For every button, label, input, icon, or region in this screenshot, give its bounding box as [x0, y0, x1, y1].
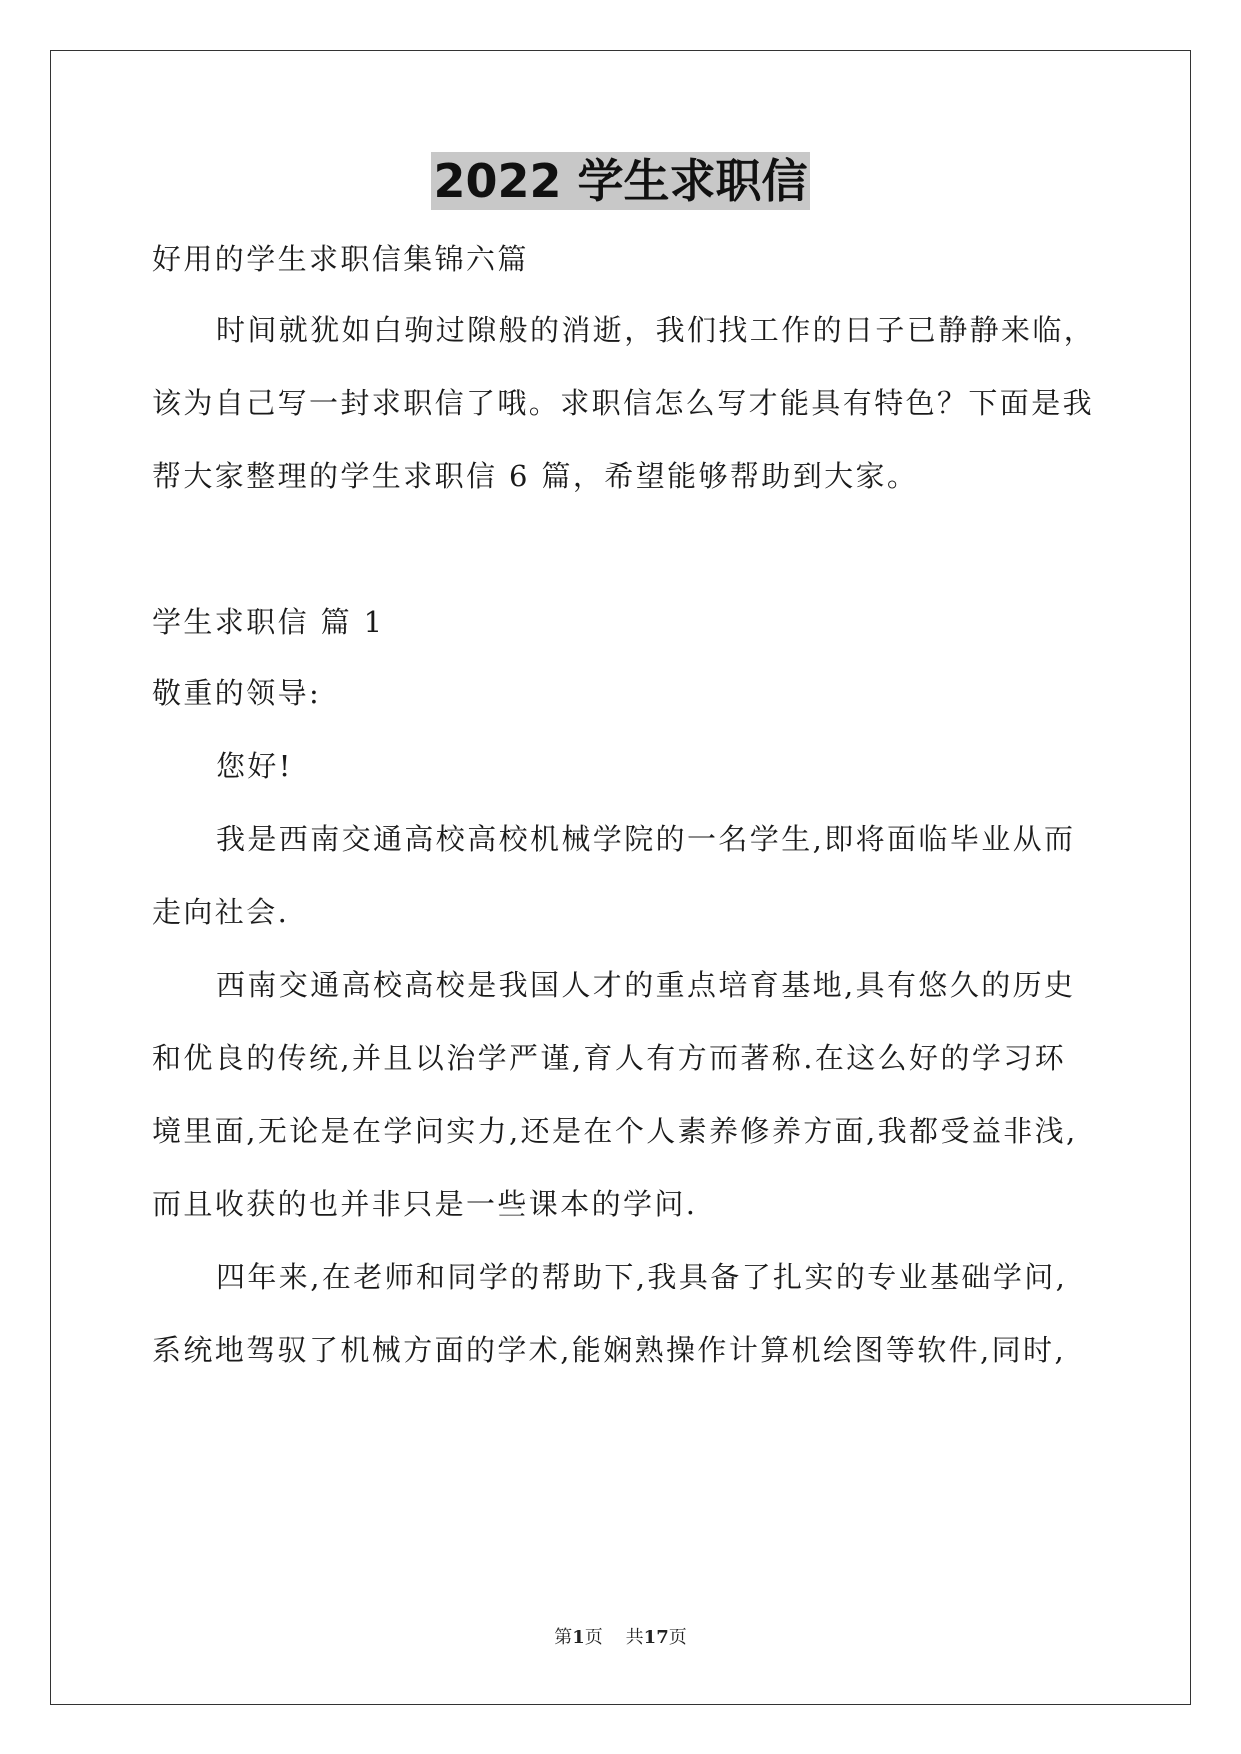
- footer-page-total: 17: [643, 1627, 669, 1648]
- greeting: 您好!: [216, 749, 293, 783]
- section-heading: 学生求职信 篇 1: [152, 605, 385, 639]
- title-container: [0, 152, 1241, 210]
- body-line-2: 走向社会.: [152, 895, 290, 929]
- intro-line-1: 时间就犹如白驹过隙般的消逝，我们找工作的日子已静静来临，: [216, 313, 1096, 347]
- body-line-7: 四年来,在老师和同学的帮助下,我具备了扎实的专业基础学问,: [216, 1260, 1068, 1294]
- footer-page-suffix: 页: [668, 1627, 687, 1648]
- intro-line-2: 该为自己写一封求职信了哦。求职信怎么写才能具有特色？下面是我: [152, 386, 1095, 420]
- body-line-4: 和优良的传统,并且以治学严谨,育人有方而著称.在这么好的学习环: [152, 1041, 1067, 1075]
- footer-page-current: 1: [572, 1627, 585, 1648]
- footer-page-prefix: 第: [554, 1627, 573, 1648]
- page-border: [50, 50, 1191, 1705]
- document-title: 2022 学生求职信: [433, 154, 808, 208]
- document-subtitle: 好用的学生求职信集锦六篇: [152, 242, 529, 276]
- body-line-8: 系统地驾驭了机械方面的学术,能娴熟操作计算机绘图等软件,同时,: [152, 1333, 1067, 1367]
- footer-page-mid: 页 共: [584, 1627, 644, 1648]
- body-line-3: 西南交通高校高校是我国人才的重点培育基地,具有悠久的历史: [216, 968, 1076, 1002]
- body-line-6: 而且收获的也并非只是一些课本的学问.: [152, 1187, 698, 1221]
- intro-line-3: 帮大家整理的学生求职信 6 篇，希望能够帮助到大家。: [152, 459, 919, 493]
- salutation: 敬重的领导:: [152, 676, 322, 710]
- body-line-1: 我是西南交通高校高校机械学院的一名学生,即将面临毕业从而: [216, 822, 1076, 856]
- page-footer: [0, 1626, 1241, 1650]
- body-line-5: 境里面,无论是在学问实力,还是在个人素养修养方面,我都受益非浅,: [152, 1114, 1078, 1148]
